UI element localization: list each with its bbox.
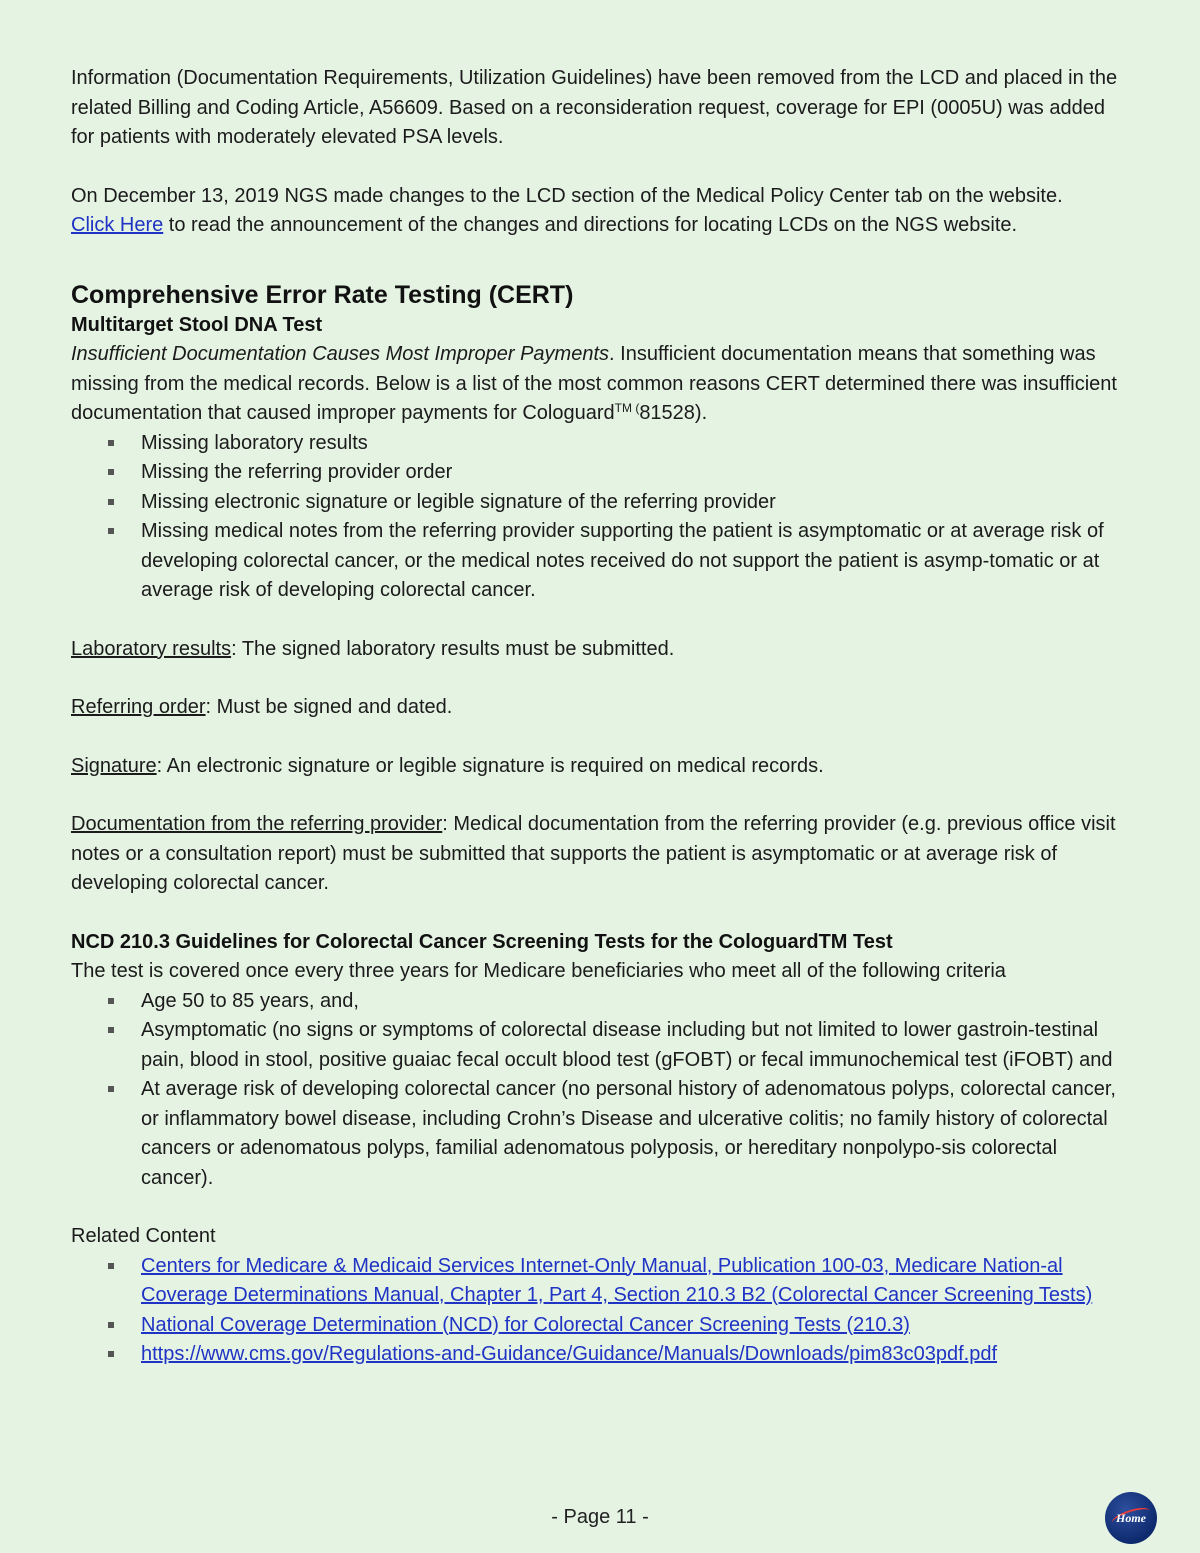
click-here-link[interactable]: Click Here xyxy=(71,214,164,236)
intro-paragraph-2-tail: to read the announcement of the changes and directions for locating LCDs on the NGS website. xyxy=(163,214,1018,236)
list-item: Missing medical notes from the referring provider supporting the patient is asymptomatic or at average risk of developing colorectal cancer, or the medical notes received do not support the patient is asymp-tomatic or at average risk of developing colorectal cancer. xyxy=(71,517,1131,606)
definition-text: : The signed laboratory results must be submitted. xyxy=(231,637,675,660)
cert-lead-italic: Insufficient Documentation Causes Most Improper Payments xyxy=(71,343,610,365)
related-links-list xyxy=(71,1252,1131,1370)
page-number: - Page 11 - xyxy=(551,1506,649,1528)
home-button[interactable] xyxy=(1105,1492,1157,1544)
list-item: Missing laboratory results xyxy=(71,429,1131,459)
definition-term: Documentation from the referring provider xyxy=(71,813,443,835)
spacer xyxy=(71,606,1131,635)
definition-laboratory-results xyxy=(71,635,1131,665)
list-item: Asymptomatic (no signs or symptoms of colorectal disease including but not limited to lower gastroin-testinal pain, blood in stool, positive guaiac fecal occult blood test (gFOBT) or fecal immunochemical test (iFOBT) and xyxy=(71,1016,1131,1075)
related-content-label: Related Content xyxy=(71,1225,216,1247)
ncd-criteria-list xyxy=(71,987,1131,1194)
definition-text: : Medical documentation from the referring provider (e.g. previous office visit notes or a consultation report) must be submitted that supports the patient is asymptomatic or at average risk of developing colorectal cancer. xyxy=(71,813,1116,894)
ncd-link[interactable]: National Coverage Determination (NCD) for Colorectal Cancer Screening Tests (210.3) xyxy=(141,1313,910,1336)
ncd-lead: The test is covered once every three years for Medicare beneficiaries who meet all of the following criteria xyxy=(71,960,1006,982)
list-item xyxy=(71,1340,1131,1370)
intro-paragraph-1: Information (Documentation Requirements, Utilization Guidelines) have been removed from the LCD and placed in the related Billing and Coding Article, A56609. Based on a reconsideration request, coverage for EPI (0005U) was added for patients with moderately elevated PSA levels. xyxy=(71,67,1118,148)
list-item xyxy=(71,1311,1131,1341)
definition-documentation xyxy=(71,810,1131,899)
cert-heading: Comprehensive Error Rate Testing (CERT) xyxy=(71,280,574,309)
cms-manual-link[interactable]: Centers for Medicare & Medicaid Services Internet-Only Manual, Publication 100-03, Medicare Nation-al Coverage Determinations Manual, Chapter 1, Part 4, Section 210.3 B2 (Colorectal Cancer Screening Tests) xyxy=(141,1254,1093,1306)
definition-term: Referring order xyxy=(71,696,206,718)
cert-lead-text: . Insufficient documentation means that something was missing from the medical records. Below is a list of the most common reasons CERT determined there was insufficient documentation that caused improper payments for Cologuard xyxy=(71,343,1117,424)
definition-referring-order xyxy=(71,693,1131,723)
home-button-label: Home xyxy=(1116,1510,1146,1525)
intro-paragraph-2-text: On December 13, 2019 NGS made changes to the LCD section of the Medical Policy Center tab on the website. xyxy=(71,184,1063,207)
intro-paragraph-2 xyxy=(71,182,1131,241)
spacer xyxy=(71,781,1131,810)
definition-signature xyxy=(71,752,1131,782)
document-body xyxy=(71,64,1131,1370)
definition-term: Signature xyxy=(71,754,157,777)
list-item: Age 50 to 85 years, and, xyxy=(71,987,1131,1017)
spacer xyxy=(71,241,1131,279)
definition-text: : Must be signed and dated. xyxy=(205,696,453,718)
spacer xyxy=(71,153,1131,182)
definition-term: Laboratory results xyxy=(71,637,232,660)
ncd-heading: NCD 210.3 Guidelines for Colorectal Cancer Screening Tests for the CologuardTM Test xyxy=(71,930,893,953)
list-item: Missing electronic signature or legible signature of the referring provider xyxy=(71,488,1131,518)
spacer xyxy=(71,723,1131,752)
list-item: At average risk of developing colorectal cancer (no personal history of adenomatous polyps, colorectal cancer, or inflammatory bowel disease, including Crohn’s Disease and ulcerative colitis; no family history of colorectal cancers or adenomatous polyps, familial adenomatous polyposis, or hereditary nonpolypo-sis colorectal cancer). xyxy=(71,1075,1131,1193)
trademark-mark: TM ( xyxy=(614,401,640,415)
spacer xyxy=(71,664,1131,693)
cert-reasons-list xyxy=(71,429,1131,606)
cert-lead-end: 81528). xyxy=(639,402,708,424)
spacer xyxy=(71,899,1131,928)
cert-lead-paragraph xyxy=(71,340,1131,429)
cert-subheading: Multitarget Stool DNA Test xyxy=(71,313,323,336)
list-item: Missing the referring provider order xyxy=(71,458,1131,488)
spacer xyxy=(71,1193,1131,1222)
cms-pdf-link[interactable]: https://www.cms.gov/Regulations-and-Guidance/Guidance/Manuals/Downloads/pim83c03pdf.pdf xyxy=(141,1343,998,1365)
list-item xyxy=(71,1252,1131,1311)
definition-text: : An electronic signature or legible signature is required on medical records. xyxy=(156,754,824,777)
